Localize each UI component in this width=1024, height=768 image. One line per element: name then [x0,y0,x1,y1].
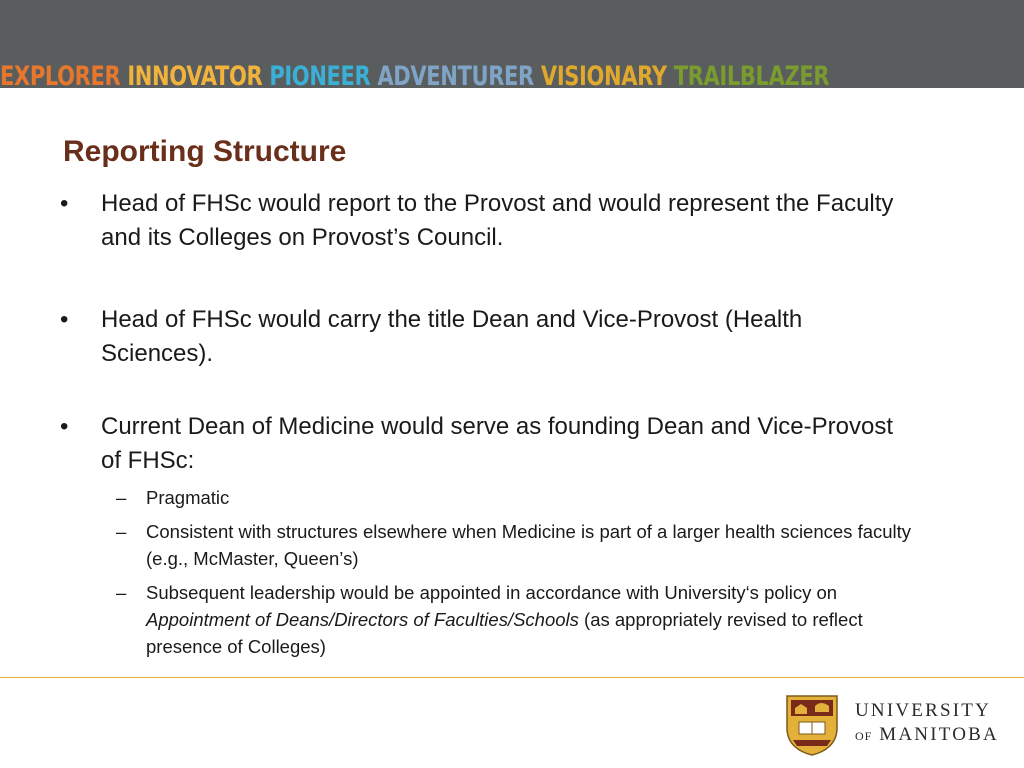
sub-bullet-item [116,518,916,572]
university-crest-icon [785,694,839,756]
sub-bullet-text [146,579,916,660]
banner-word-innovator: INNOVATOR [127,61,263,92]
wordmark-line-manitoba [855,722,999,749]
banner-word-adventurer: ADVENTURER [377,61,534,92]
bullet-item [60,410,910,478]
sub-bullet-list [116,484,916,667]
banner-word-pioneer: PIONEER [269,61,371,92]
bullet-text: Head of FHSc would carry the title Dean and Vice-Provost (Health Sciences). [101,306,803,367]
banner-tagline [0,54,836,90]
policy-text-after: (as appropriately revised to reflect presence of Colleges) [146,609,863,657]
bullet-text: Head of FHSc would report to the Provost and would represent the Faculty and its Colleges on Provost’s Council. [101,190,894,251]
sub-bullet-marker: – [116,487,127,508]
banner-word-visionary: VISIONARY [540,61,667,92]
banner-word-trailblazer: TRAILBLAZER [673,61,830,92]
bullet-text: Current Dean of Medicine would serve as founding Dean and Vice-Provost of FHSc: [101,413,893,474]
sub-bullet-marker: – [116,582,127,603]
wordmark-manitoba: MANITOBA [879,724,999,745]
wordmark-line-university: UNIVERSITY [855,700,991,721]
banner-word-explorer: EXPLORER [0,61,121,92]
bullet-marker: • [60,306,69,333]
sub-bullet-item [116,579,916,660]
university-logo [785,694,999,756]
sub-bullet-text: Consistent with structures elsewhere when Medicine is part of a larger health sciences faculty (e.g., McMaster, Queen’s) [146,521,912,569]
wordmark-of: OF [855,729,873,743]
header-banner [0,0,1024,92]
university-wordmark [855,700,999,749]
bullet-item [60,303,910,371]
sub-bullet-marker: – [116,521,127,542]
sub-bullet-item [116,484,916,511]
policy-text-before: Subsequent leadership would be appointed in accordance with University‘s policy on [146,582,838,603]
bullet-marker: • [60,413,69,440]
footer-divider [0,677,1024,678]
policy-title: Appointment of Deans/Directors of Faculties/Schools [146,609,579,630]
bullet-marker: • [60,190,69,217]
slide-title: Reporting Structure [63,135,347,168]
sub-bullet-text: Pragmatic [146,487,230,508]
bullet-item [60,187,910,255]
